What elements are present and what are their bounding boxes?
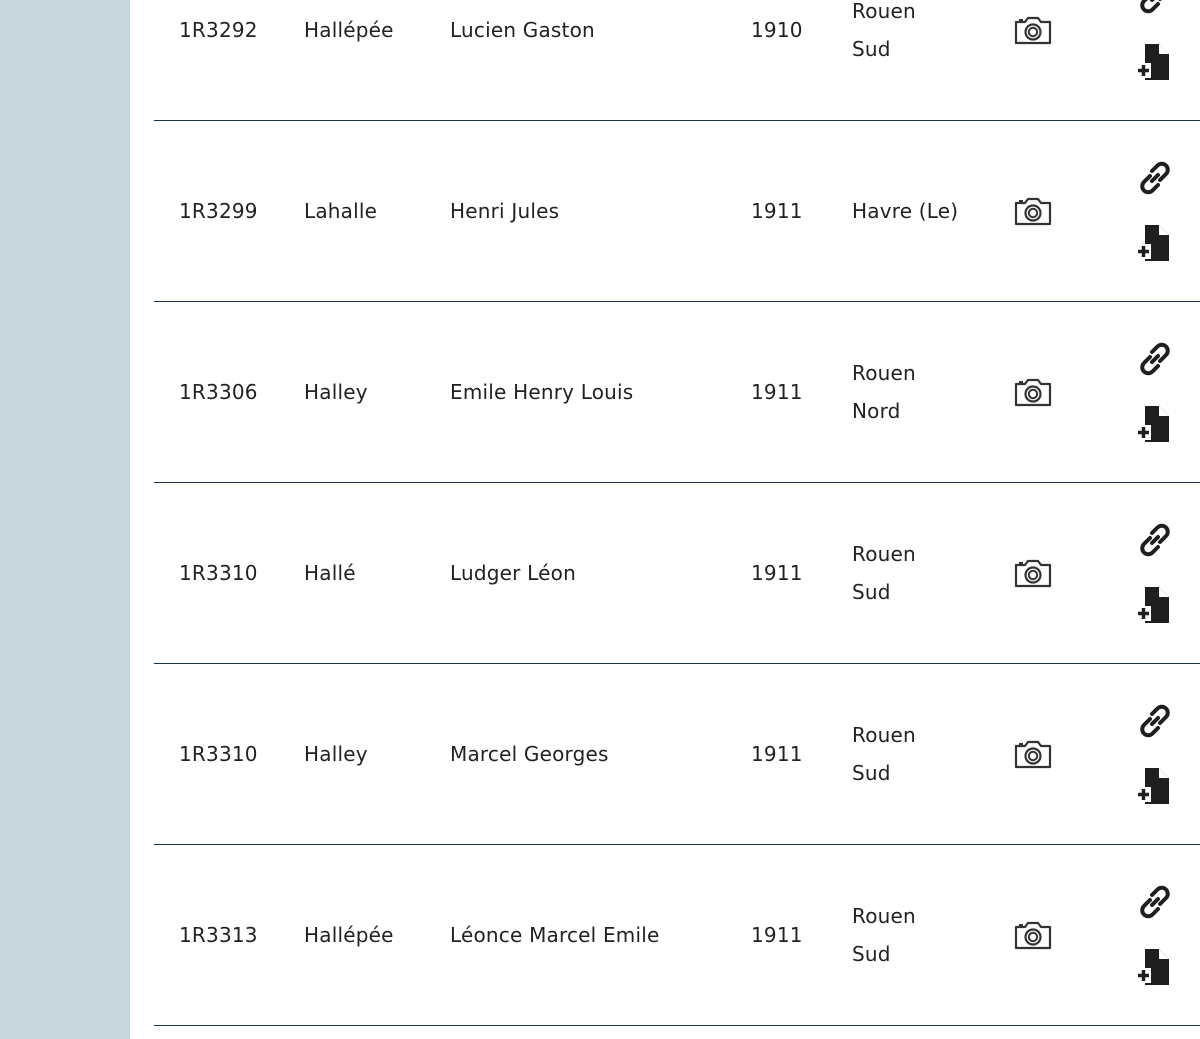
record-place-line: Rouen [852, 542, 916, 566]
camera-icon[interactable] [1013, 14, 1053, 46]
record-surname: Hallé [304, 561, 356, 585]
link-icon[interactable] [1136, 0, 1174, 16]
records-list [154, 0, 1200, 1026]
record-place [852, 845, 916, 1025]
record-given-names: Marcel Georges [450, 742, 609, 766]
link-icon[interactable] [1136, 883, 1174, 921]
record-given-names: Léonce Marcel Emile [450, 923, 660, 947]
table-row [154, 483, 1200, 664]
record-reference: 1R3292 [179, 18, 258, 42]
record-surname: Hallépée [304, 923, 394, 947]
camera-icon[interactable] [1013, 557, 1053, 589]
record-place-line: Rouen [852, 904, 916, 928]
link-icon[interactable] [1136, 159, 1174, 197]
record-place-line: Nord [852, 399, 901, 423]
record-place [852, 483, 916, 663]
record-place-line: Rouen [852, 361, 916, 385]
table-row [154, 302, 1200, 483]
record-place [852, 0, 916, 120]
link-icon[interactable] [1136, 340, 1174, 378]
file-add-icon[interactable] [1135, 766, 1175, 806]
camera-icon[interactable] [1013, 376, 1053, 408]
file-add-icon[interactable] [1135, 42, 1175, 82]
file-add-icon[interactable] [1135, 404, 1175, 444]
record-year: 1911 [751, 742, 803, 766]
record-place-line: Sud [852, 761, 891, 785]
record-year: 1911 [751, 561, 803, 585]
table-row [154, 121, 1200, 302]
record-place [852, 121, 958, 301]
record-year: 1911 [751, 380, 803, 404]
record-given-names: Ludger Léon [450, 561, 576, 585]
record-reference: 1R3313 [179, 923, 258, 947]
record-place [852, 302, 916, 482]
record-reference: 1R3310 [179, 561, 258, 585]
record-year: 1911 [751, 199, 803, 223]
record-place-line: Sud [852, 580, 891, 604]
record-given-names: Lucien Gaston [450, 18, 595, 42]
camera-icon[interactable] [1013, 195, 1053, 227]
link-icon[interactable] [1136, 702, 1174, 740]
record-surname: Halley [304, 742, 368, 766]
record-place-line: Rouen [852, 0, 916, 23]
table-row [154, 0, 1200, 121]
record-place [852, 664, 916, 844]
record-surname: Hallépée [304, 18, 394, 42]
record-given-names: Emile Henry Louis [450, 380, 634, 404]
file-add-icon[interactable] [1135, 585, 1175, 625]
record-surname: Halley [304, 380, 368, 404]
record-year: 1911 [751, 923, 803, 947]
record-given-names: Henri Jules [450, 199, 560, 223]
record-place-line: Sud [852, 942, 891, 966]
camera-icon[interactable] [1013, 919, 1053, 951]
file-add-icon[interactable] [1135, 947, 1175, 987]
camera-icon[interactable] [1013, 738, 1053, 770]
table-row [154, 845, 1200, 1026]
record-year: 1910 [751, 18, 803, 42]
record-place-line: Rouen [852, 723, 916, 747]
record-surname: Lahalle [304, 199, 378, 223]
record-reference: 1R3299 [179, 199, 258, 223]
record-reference: 1R3306 [179, 380, 258, 404]
table-row [154, 664, 1200, 845]
file-add-icon[interactable] [1135, 223, 1175, 263]
side-panel [0, 0, 130, 1039]
record-reference: 1R3310 [179, 742, 258, 766]
record-place-line: Sud [852, 37, 891, 61]
link-icon[interactable] [1136, 521, 1174, 559]
record-place-line: Havre (Le) [852, 199, 959, 223]
